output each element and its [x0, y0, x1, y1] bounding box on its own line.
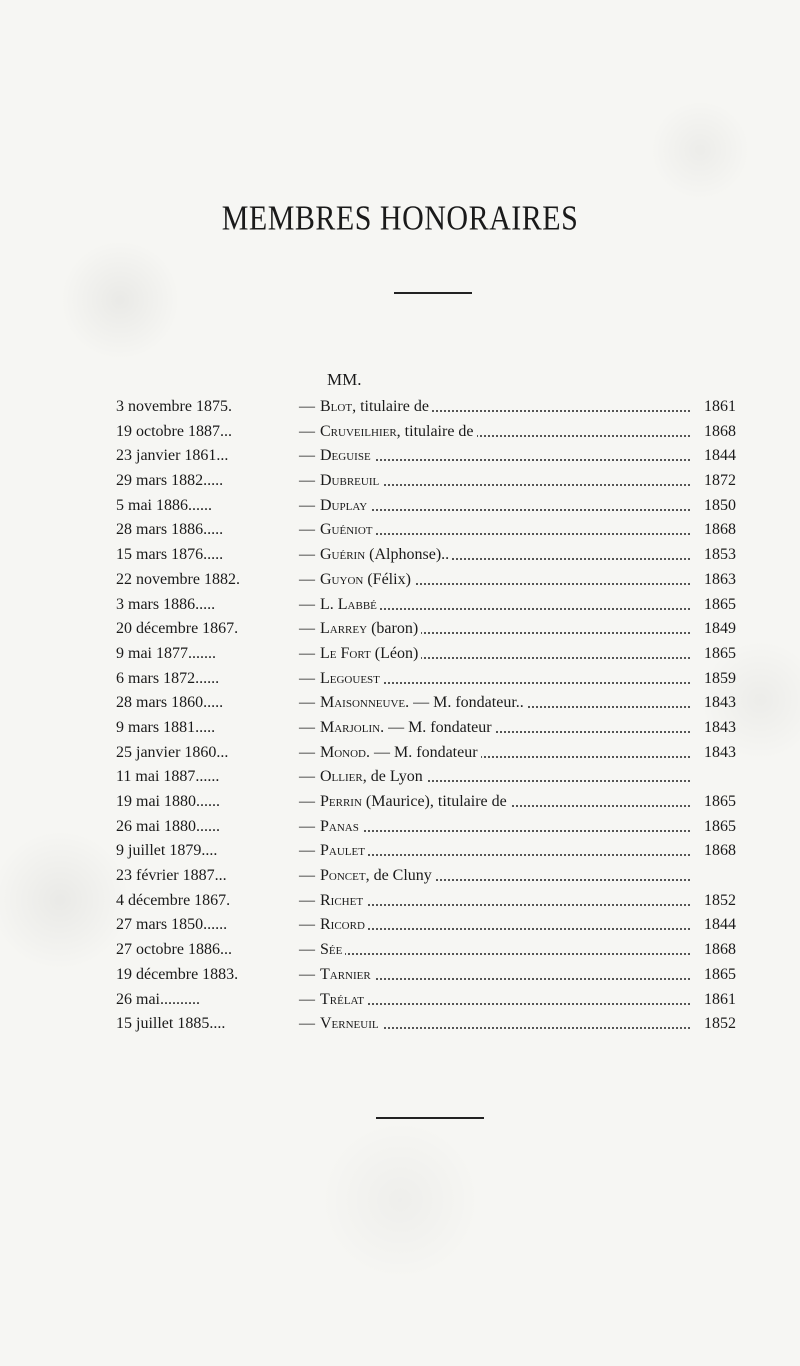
member-date: 9 juillet 1879.... [116, 842, 218, 860]
member-year: 1861 [704, 398, 736, 415]
member-date: 27 mars 1850...... [116, 916, 228, 934]
member-date: 23 janvier 1861... [116, 447, 229, 465]
member-name [320, 472, 382, 489]
member-surname: Marjolin [320, 718, 381, 736]
member-surname: Poncet [320, 867, 366, 885]
member-name [320, 596, 380, 613]
dot-leader [320, 978, 690, 980]
dash-separator: — [299, 620, 315, 638]
member-year: 1843 [704, 743, 736, 761]
member-suffix: (Alphonse).. [365, 546, 450, 564]
member-date: 19 octobre 1887... [116, 422, 232, 440]
member-date: 22 novembre 1882. [116, 570, 240, 588]
member-year: 1852 [704, 1015, 736, 1033]
member-name-cell [320, 423, 690, 441]
member-name [320, 867, 435, 884]
member-name [320, 793, 510, 810]
member-date: 3 novembre 1875. [116, 398, 232, 415]
dot-leader [320, 854, 690, 856]
member-year: 1853 [704, 546, 736, 564]
member-year: 1849 [704, 620, 736, 638]
member-date: 23 février 1887... [116, 867, 227, 885]
dot-leader [320, 928, 690, 930]
member-name-cell [320, 546, 690, 564]
member-year: 1843 [704, 718, 736, 736]
dot-leader [320, 904, 690, 906]
member-name [320, 645, 421, 662]
member-name [320, 423, 477, 440]
member-suffix: , de Cluny [365, 867, 432, 885]
dash-separator: — [299, 546, 315, 564]
member-name-cell [320, 719, 690, 737]
member-name-cell [320, 620, 690, 638]
member-date: 19 mai 1880...... [116, 793, 220, 810]
member-suffix: (baron) [367, 620, 419, 638]
dash-separator: — [299, 694, 315, 712]
member-row [116, 842, 736, 867]
member-row [116, 645, 736, 670]
dot-leader [320, 459, 690, 461]
member-name-cell [320, 497, 690, 515]
member-row [116, 521, 736, 546]
member-row [116, 571, 736, 596]
member-surname: Larrey [320, 620, 368, 638]
member-year: 1865 [704, 595, 736, 613]
member-surname: Blot [320, 398, 353, 415]
member-surname: Cruveilhier [320, 422, 397, 440]
member-surname: Sée [320, 941, 343, 959]
member-name [320, 694, 527, 711]
member-date: 20 décembre 1867. [116, 620, 239, 638]
member-date: 19 décembre 1883. [116, 965, 239, 983]
member-row [116, 546, 736, 571]
member-year: 1865 [704, 644, 736, 662]
member-date: 9 mars 1881..... [116, 718, 216, 736]
member-name-cell [320, 744, 690, 762]
dash-separator: — [299, 867, 315, 885]
member-name-cell [320, 842, 690, 860]
member-surname: Ricord [320, 916, 365, 934]
dash-separator: — [299, 891, 315, 909]
dash-separator: — [299, 965, 315, 983]
member-row [116, 941, 736, 966]
member-row [116, 423, 736, 448]
member-name-cell [320, 645, 690, 663]
member-row [116, 892, 736, 917]
member-date: 27 octobre 1886... [116, 941, 232, 959]
dot-leader [320, 509, 690, 511]
dash-separator: — [299, 842, 315, 860]
member-name [320, 941, 345, 958]
member-row [116, 670, 736, 695]
member-row [116, 744, 736, 769]
member-surname: Paulet [320, 842, 365, 860]
member-name-cell [320, 966, 690, 984]
member-name [320, 447, 374, 464]
members-list [116, 398, 736, 1040]
member-surname: Tarnier [320, 965, 371, 983]
member-surname: Duplay [320, 496, 368, 514]
member-year: 1843 [704, 694, 736, 712]
member-name [320, 571, 414, 588]
member-date: 9 mai 1877....... [116, 644, 216, 662]
member-row [116, 1015, 736, 1040]
member-name-cell [320, 916, 690, 934]
member-name-cell [320, 694, 690, 712]
dash-separator: — [299, 521, 315, 539]
member-name [320, 546, 452, 563]
dash-separator: — [299, 990, 315, 1008]
member-row [116, 472, 736, 497]
member-name-cell [320, 991, 690, 1009]
member-name [320, 1015, 382, 1032]
dash-separator: — [299, 817, 315, 835]
member-date: 5 mai 1886...... [116, 496, 212, 514]
member-name [320, 670, 383, 687]
member-date: 28 mars 1860..... [116, 694, 224, 712]
member-year: 1868 [704, 422, 736, 440]
member-name-cell [320, 768, 690, 786]
dash-separator: — [299, 669, 315, 687]
dot-leader [320, 953, 690, 955]
member-name-cell [320, 867, 690, 885]
member-date: 26 mai.......... [116, 990, 200, 1008]
member-suffix: (Léon) [370, 644, 419, 662]
dash-separator: — [299, 941, 315, 959]
member-row [116, 768, 736, 793]
title-rule [394, 292, 472, 294]
member-row [116, 867, 736, 892]
member-suffix: . — M. fondateur [366, 743, 478, 761]
member-surname: Legouest [320, 669, 380, 687]
member-suffix: . — M. fondateur [380, 718, 492, 736]
member-surname: Deguise [320, 447, 371, 465]
member-year: 1844 [704, 447, 736, 465]
member-surname: Guérin [320, 546, 366, 564]
member-name [320, 818, 362, 835]
member-name [320, 892, 366, 909]
member-row [116, 596, 736, 621]
member-date: 4 décembre 1867. [116, 891, 231, 909]
member-year: 1872 [704, 472, 736, 490]
member-date: 15 juillet 1885.... [116, 1015, 226, 1033]
member-surname: Richet [320, 891, 364, 909]
member-name-cell [320, 892, 690, 910]
dash-separator: — [299, 718, 315, 736]
member-name-cell [320, 818, 690, 836]
member-year: 1868 [704, 521, 736, 539]
list-heading: MM. [327, 370, 362, 389]
member-year: 1865 [704, 817, 736, 835]
member-date: 28 mars 1886..... [116, 521, 224, 539]
member-row [116, 818, 736, 843]
member-row [116, 398, 736, 423]
end-rule [376, 1117, 484, 1119]
member-date: 26 mai 1880...... [116, 817, 220, 835]
member-row [116, 620, 736, 645]
member-year: 1868 [704, 842, 736, 860]
dash-separator: — [299, 398, 315, 415]
member-name-cell [320, 472, 690, 490]
member-suffix: , de Lyon [362, 768, 423, 786]
member-year: 1865 [704, 793, 736, 810]
member-surname: L. Labbé [320, 595, 377, 613]
member-date: 25 janvier 1860... [116, 743, 229, 761]
member-suffix: (Maurice), titulaire de [361, 793, 507, 810]
dash-separator: — [299, 743, 315, 761]
member-surname: Monod [320, 743, 367, 761]
member-surname: Maisonneuve [320, 694, 406, 712]
member-name-cell [320, 398, 690, 416]
member-row [116, 694, 736, 719]
dash-separator: — [299, 472, 315, 490]
member-surname: Panas [320, 817, 359, 835]
member-name-cell [320, 793, 690, 811]
member-date: 15 mars 1876..... [116, 546, 224, 564]
member-suffix: , titulaire de [396, 422, 474, 440]
dash-separator: — [299, 447, 315, 465]
member-date: 6 mars 1872...... [116, 669, 220, 687]
member-name-cell [320, 447, 690, 465]
member-row [116, 991, 736, 1016]
member-surname: Ollier [320, 768, 363, 786]
page-title: MEMBRES HONORAIRES [221, 199, 579, 238]
member-name-cell [320, 670, 690, 688]
member-name-cell [320, 1015, 690, 1033]
dot-leader [320, 1003, 690, 1005]
member-name-cell [320, 521, 690, 539]
member-row [116, 497, 736, 522]
member-date: 3 mars 1886..... [116, 595, 216, 613]
dash-separator: — [299, 1015, 315, 1033]
member-year: 1868 [704, 941, 736, 959]
dash-separator: — [299, 916, 315, 934]
member-year: 1850 [704, 496, 736, 514]
member-name [320, 744, 481, 761]
member-suffix: (Félix) [363, 570, 411, 588]
member-suffix: , titulaire de [352, 398, 429, 415]
dash-separator: — [299, 644, 315, 662]
member-year: 1844 [704, 916, 736, 934]
member-row [116, 966, 736, 991]
member-year: 1852 [704, 891, 736, 909]
member-surname: Verneuil [320, 1015, 379, 1033]
member-name [320, 916, 368, 933]
member-name-cell [320, 941, 690, 959]
member-surname: Perrin [320, 793, 362, 810]
dash-separator: — [299, 793, 315, 810]
dash-separator: — [299, 496, 315, 514]
member-name [320, 842, 368, 859]
member-surname: Le Fort [320, 644, 371, 662]
member-name-cell [320, 596, 690, 614]
dash-separator: — [299, 570, 315, 588]
member-surname: Guéniot [320, 521, 373, 539]
member-row [116, 719, 736, 744]
member-surname: Trélat [320, 990, 364, 1008]
member-surname: Guyon [320, 570, 364, 588]
member-name [320, 768, 426, 785]
member-year: 1863 [704, 570, 736, 588]
member-name [320, 620, 421, 637]
member-surname: Dubreuil [320, 472, 380, 490]
member-row [116, 916, 736, 941]
member-name [320, 521, 376, 538]
member-name [320, 398, 432, 415]
member-suffix: . — M. fondateur.. [405, 694, 524, 712]
dot-leader [320, 830, 690, 832]
dash-separator: — [299, 768, 315, 786]
dash-separator: — [299, 422, 315, 440]
member-row [116, 447, 736, 472]
member-name [320, 966, 374, 983]
member-name [320, 991, 367, 1008]
member-name [320, 497, 370, 514]
dash-separator: — [299, 595, 315, 613]
member-year: 1861 [704, 990, 736, 1008]
member-year: 1865 [704, 965, 736, 983]
member-year: 1859 [704, 669, 736, 687]
member-name-cell [320, 571, 690, 589]
member-name [320, 719, 495, 736]
member-date: 11 mai 1887...... [116, 768, 220, 786]
member-date: 29 mars 1882..... [116, 472, 224, 490]
member-row [116, 793, 736, 818]
